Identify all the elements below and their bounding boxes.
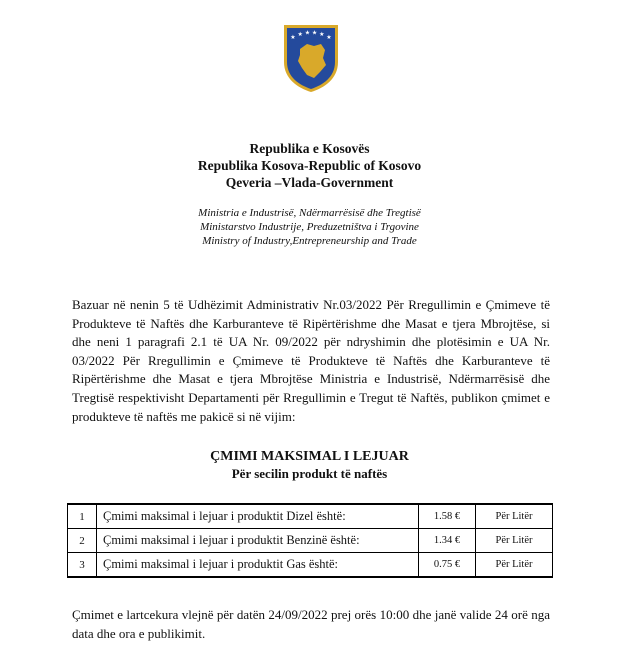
ministry-header: [0, 206, 619, 248]
row-price: 1.58 €: [419, 504, 476, 529]
svg-text:★: ★: [297, 31, 303, 38]
state-name-albanian: Republika e Kosovës: [249, 141, 370, 156]
kosovo-coat-of-arms-icon: [281, 22, 341, 94]
table-row: [68, 553, 553, 578]
government-name: Qeveria –Vlada-Government: [225, 175, 394, 190]
row-number: 3: [68, 553, 97, 578]
state-name-serbian-english: Republika Kosova-Republic of Kosovo: [197, 158, 422, 173]
ministry-name-english: Ministry of Industry,Entrepreneurship and Trade: [202, 235, 417, 247]
table-row: [68, 504, 553, 529]
intro-paragraph: Bazuar në nenin 5 të Udhëzimit Administrativ Nr.03/2022 Për Rregullimin e Çmimeve të Produkteve të Naftës dhe Karburanteve të Ripërtërishme dhe Masat e tjera Mbrojtëse, si dhe neni 1 paragrafi 2.1 të UA Nr. 09/2022 për ndryshimin dhe plotësimin e UA Nr. 03/2022 Për Rregullimin e Çmimeve të Produkteve të Naftës dhe Karburanteve të Ripërtërishme dhe Masat e tjera Mbrojtëse Ministria e Industrisë, Ndërmarrësisë dhe Tregtisë respektivisht Departamenti për Rregullimin e Tregut të Naftës, publikon çmimet e produkteve të naftës me pakicë si në vijim:: [72, 297, 550, 424]
state-header: [0, 140, 619, 191]
row-unit: Për Litër: [476, 504, 553, 529]
section-subtitle: Për secilin produkt të naftës: [231, 466, 388, 481]
row-description: Çmimi maksimal i lejuar i produktit Benzinë është:: [97, 529, 419, 553]
price-table: [67, 503, 553, 578]
validity-paragraph: Çmimet e lartcekura vlejnë për datën 24/09/2022 prej orës 10:00 dhe janë valide 24 orë nga data dhe ora e publikimit.: [72, 607, 550, 641]
svg-text:★: ★: [326, 34, 332, 41]
table-row: [68, 529, 553, 553]
row-price: 1.34 €: [419, 529, 476, 553]
row-number: 1: [68, 504, 97, 529]
svg-text:★: ★: [319, 31, 325, 38]
ministry-name-serbian: Ministarstvo Industrije, Preduzetništva i Trgovine: [200, 221, 419, 233]
ministry-name-albanian: Ministria e Industrisë, Ndërmarrësisë dhe Tregtisë: [198, 207, 421, 219]
row-description: Çmimi maksimal i lejuar i produktit Gas është:: [97, 553, 419, 578]
row-price: 0.75 €: [419, 553, 476, 578]
row-description: Çmimi maksimal i lejuar i produktit Dizel është:: [97, 504, 419, 529]
svg-text:★: ★: [311, 29, 318, 37]
row-unit: Për Litër: [476, 529, 553, 553]
svg-text:★: ★: [304, 29, 311, 37]
row-number: 2: [68, 529, 97, 553]
svg-text:★: ★: [290, 34, 296, 41]
row-unit: Për Litër: [476, 553, 553, 578]
section-title: ÇMIMI MAKSIMAL I LEJUAR: [210, 449, 409, 464]
